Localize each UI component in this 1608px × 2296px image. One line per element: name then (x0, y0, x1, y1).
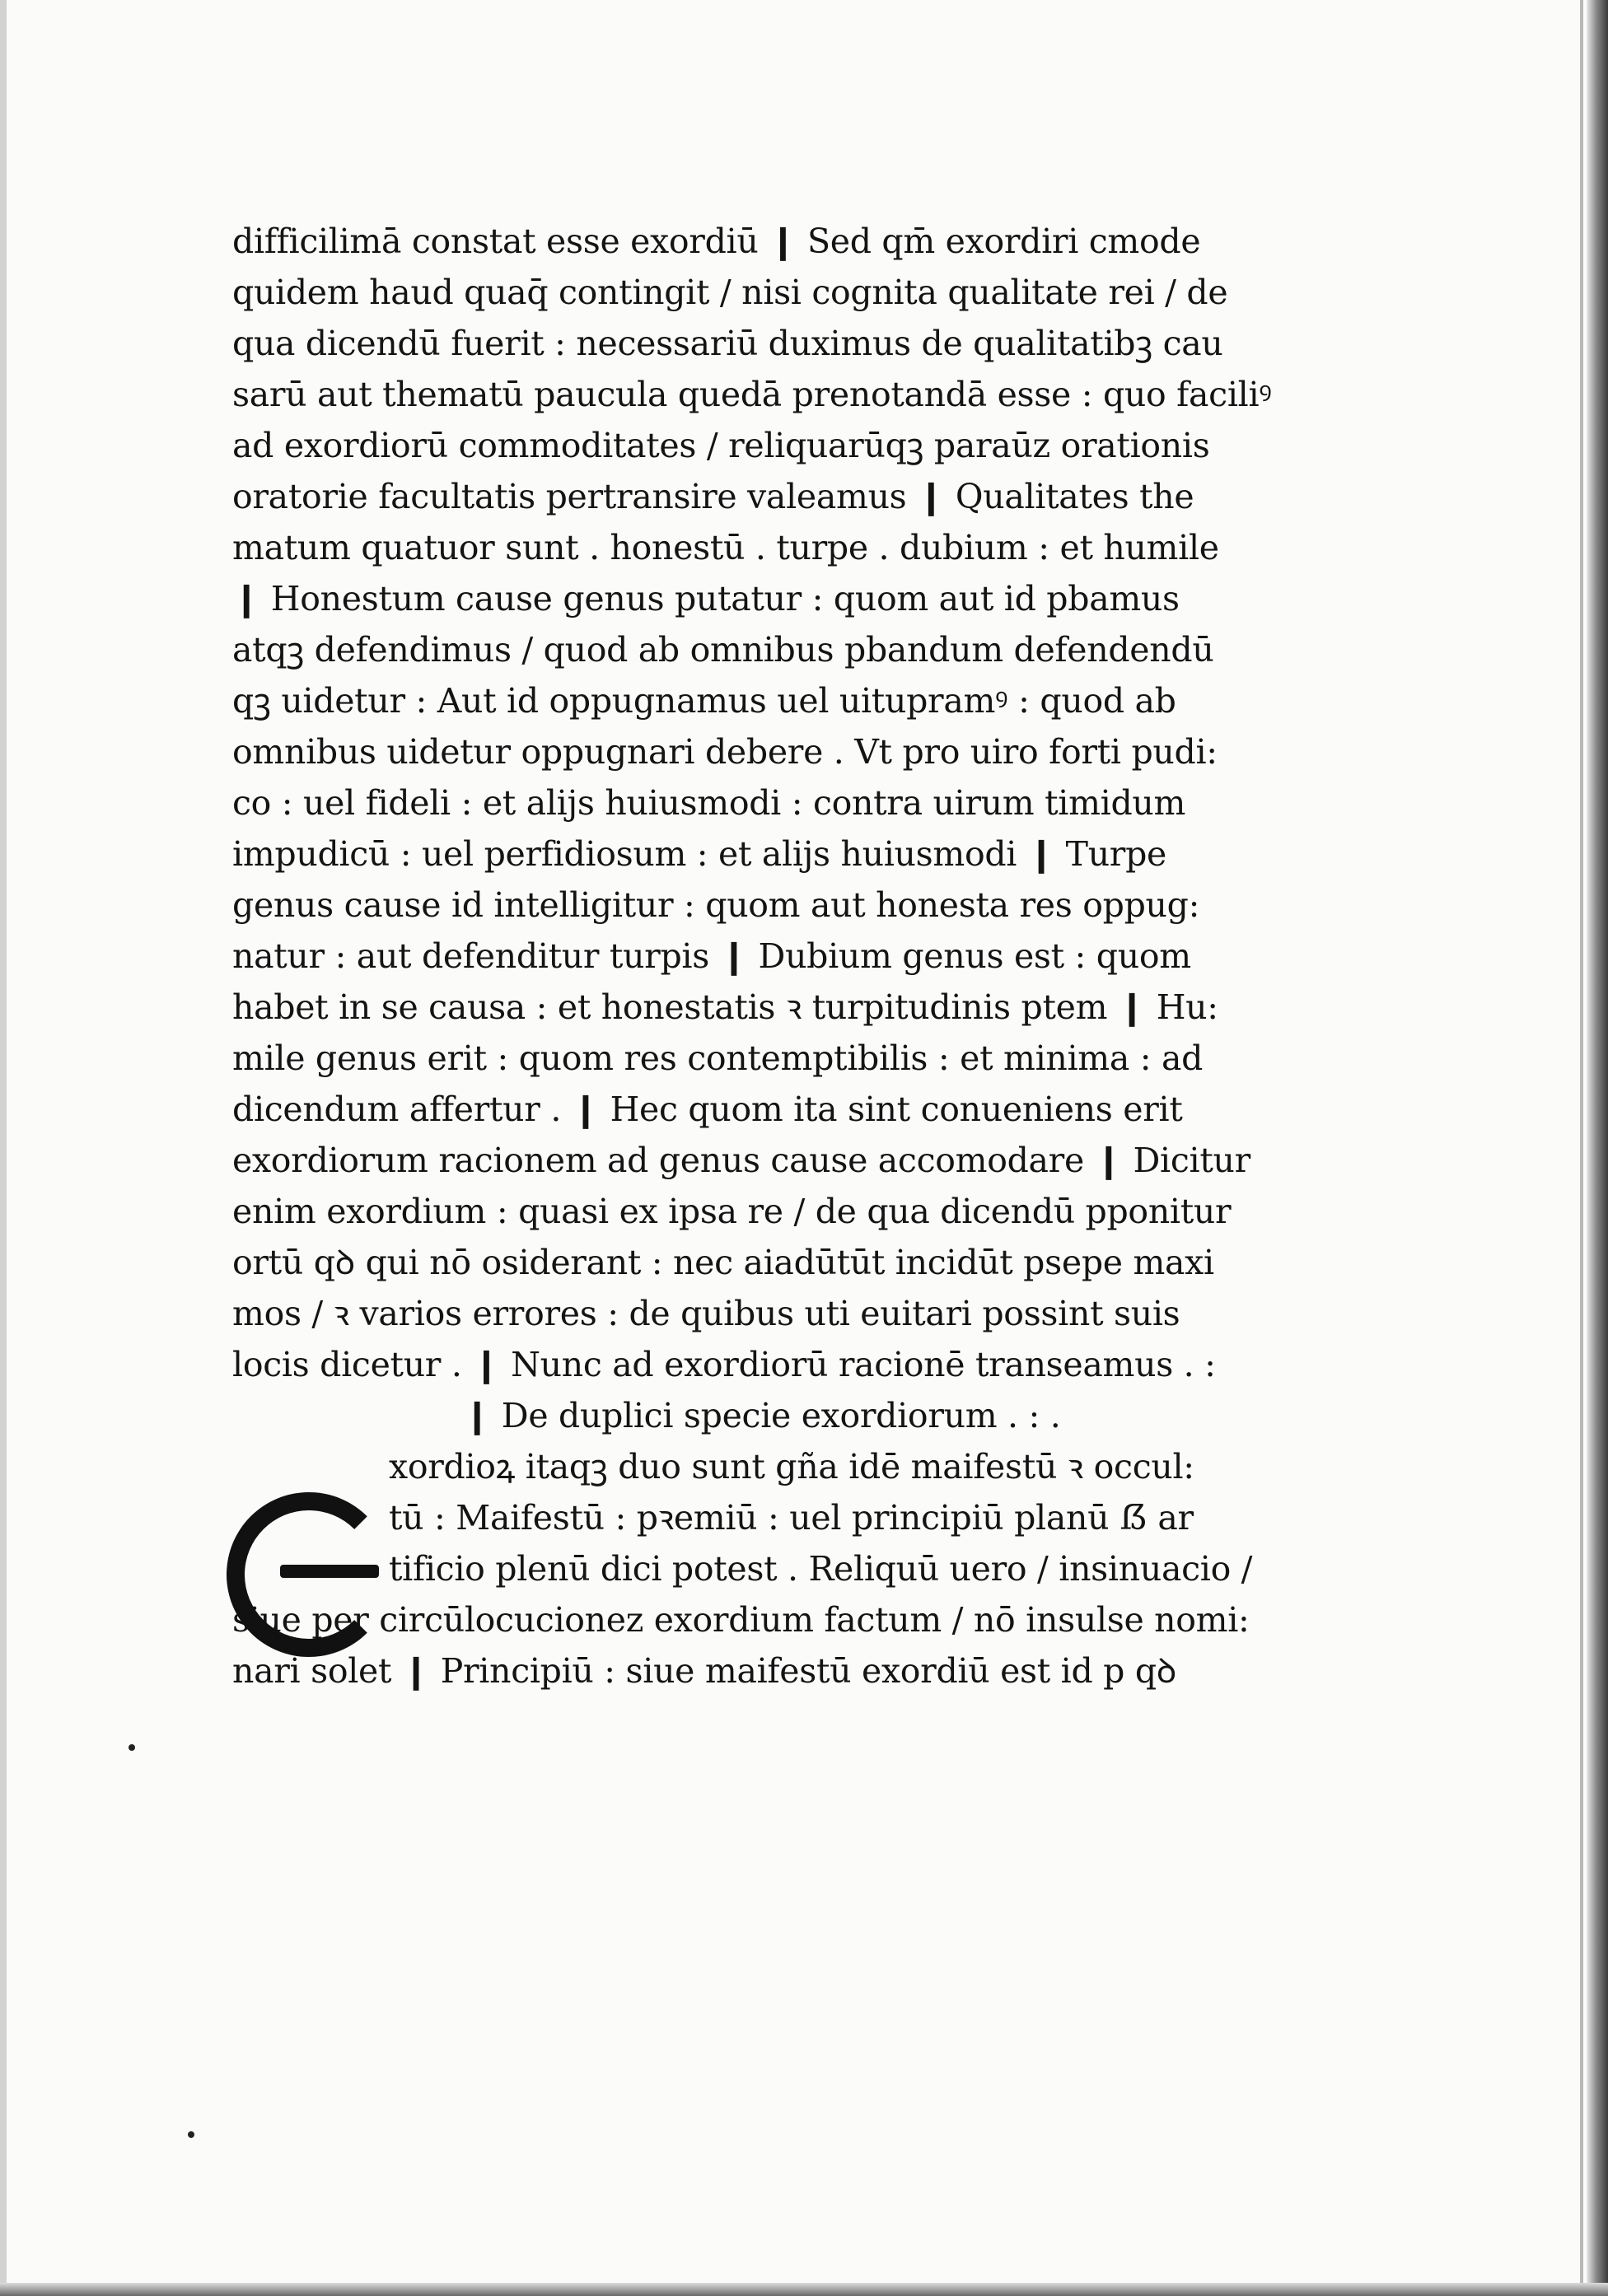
page-fold-line (1580, 0, 1583, 2296)
text-line: exordiorum racionem ad genus cause accomodare ❙ Dicitur (232, 1141, 1250, 1180)
text-block (232, 216, 1272, 1696)
text-line: atqꝫ defendimus / quod ab omnibus pbandum defendendū (232, 630, 1214, 670)
text-line: sarū aut thematū paucula quedā prenotandā esse : quo faciliꝰ (232, 375, 1272, 414)
section-heading: ❙ De duplici specie exordiorum . : . (463, 1396, 1061, 1435)
text-line: qꝫ uidetur : Aut id oppugnamus uel uitupramꝰ : quod ab (232, 681, 1176, 721)
text-line: co : uel fideli : et alijs huiusmodi : contra uirum timidum (232, 783, 1186, 823)
text-line: quidem haud quaq̄ contingit / nisi cognita qualitate rei / de (232, 273, 1228, 312)
ink-spot (129, 1744, 135, 1751)
text-line: tū : Maifestū : pꝛemiū : uel principiū planū ẞ ar (389, 1498, 1194, 1538)
page-left-edge (0, 0, 7, 2296)
text-line: genus cause id intelligitur : quom aut honesta res oppug: (232, 885, 1200, 925)
text-line: nari solet ❙ Principiū : siue maifestū exordiū est id p qꝺ (232, 1651, 1177, 1691)
text-line: habet in se causa : et honestatis ꝛ turpitudinis ptem ❙ Hu: (232, 987, 1218, 1027)
text-line: siue per circūlocucionez exordium factum / nō insulse nomi: (232, 1600, 1250, 1640)
text-line: oratorie facultatis pertransire valeamus ❙ Qualitates the (232, 477, 1194, 516)
text-line: ortū qꝺ qui nō osiderant : nec aiadūtūt incidūt psepe maxi (232, 1243, 1214, 1282)
text-line: dicendum affertur . ❙ Hec quom ita sint conueniens erit (232, 1090, 1183, 1129)
text-line: omnibus uidetur oppugnari debere . Vt pro uiro forti pudi: (232, 732, 1218, 772)
text-line: tificio plenū dici potest . Reliquū uero / insinuacio / (389, 1549, 1253, 1589)
text-line: ❙ Honestum cause genus putatur : quom aut id pbamus (232, 579, 1180, 618)
text-line: natur : aut defenditur turpis ❙ Dubium genus est : quom (232, 936, 1191, 976)
text-line: locis dicetur . ❙ Nunc ad exordiorū racionē transeamus . : (232, 1345, 1216, 1384)
text-line: difficilimā constat esse exordiū ❙ Sed qm̄ exordiri cmode (232, 222, 1201, 261)
initial-letter-e-bar (280, 1565, 379, 1578)
text-line: matum quatuor sunt . honestū . turpe . dubium : et humile (232, 528, 1219, 567)
text-line: impudicū : uel perfidiosum : et alijs huiusmodi ❙ Turpe (232, 834, 1167, 874)
text-line: qua dicendū fuerit : necessariū duximus de qualitatibꝫ cau (232, 324, 1223, 363)
text-line: ad exordiorū commoditates / reliquarūqꝫ paraūz orationis (232, 426, 1210, 465)
text-line: mos / ꝛ varios errores : de quibus uti euitari possint suis (232, 1294, 1180, 1333)
ink-spot (188, 2131, 194, 2138)
page-right-edge (1587, 0, 1608, 2296)
text-line: mile genus erit : quom res contemptibilis : et minima : ad (232, 1038, 1204, 1078)
page-bottom-edge (0, 2283, 1608, 2296)
text-line: enim exordium : quasi ex ipsa re / de qua dicendū pponitur (232, 1192, 1232, 1231)
text-line: xordioꝝ itaqꝫ duo sunt gña idē maifestū ꝛ occul: (389, 1447, 1194, 1486)
